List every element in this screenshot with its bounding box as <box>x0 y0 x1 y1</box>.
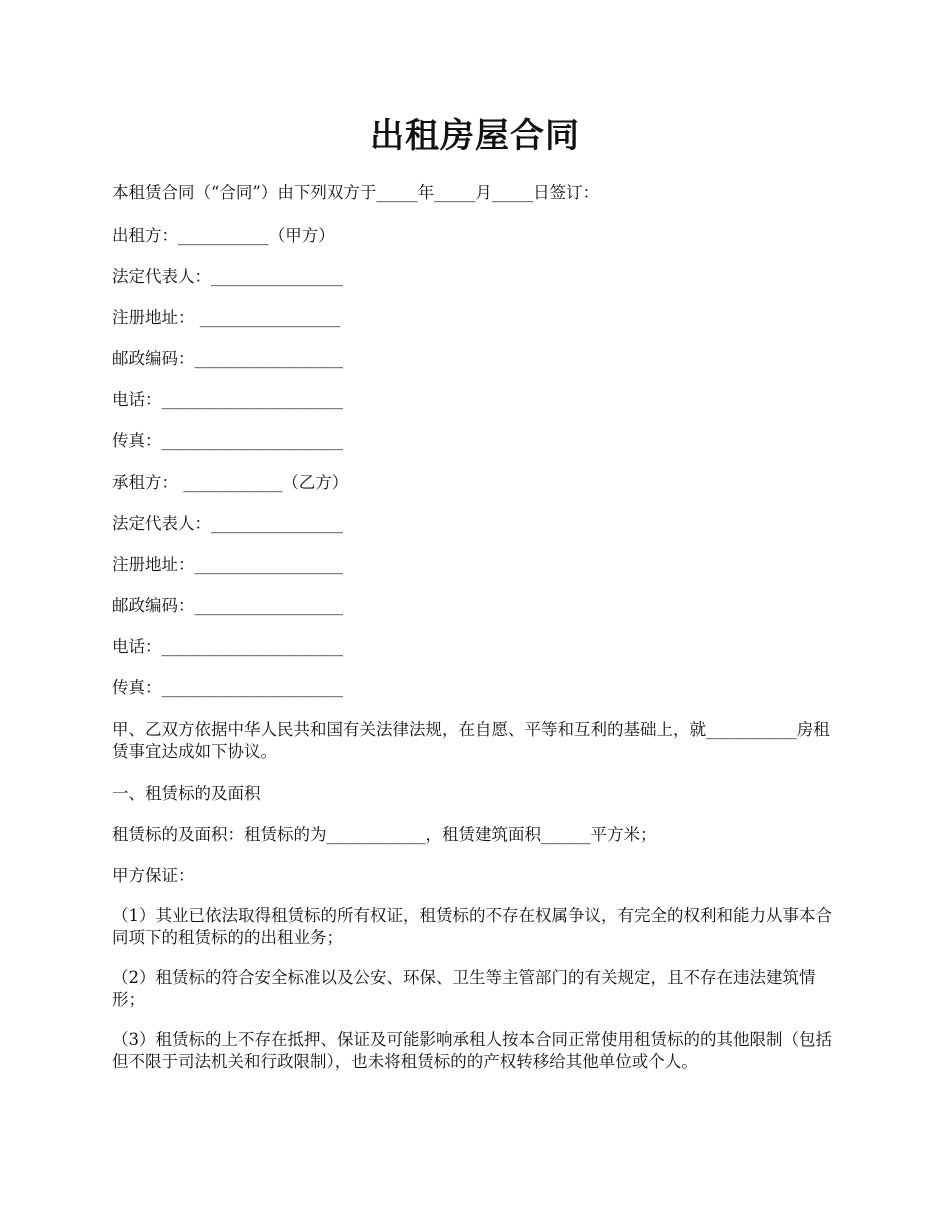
lessee-fax-line: 传真：______________________ <box>112 678 343 697</box>
lessee-phone-line: 电话：______________________ <box>112 637 343 656</box>
page-title: 出租房屋合同 <box>370 116 580 156</box>
lessor-line: 出租方：___________（甲方） <box>112 226 335 245</box>
lessee-address-line: 注册地址：__________________ <box>112 555 343 574</box>
guarantee-heading: 甲方保证： <box>112 866 195 885</box>
lessor-legal-rep-line: 法定代表人：________________ <box>112 267 343 286</box>
lessor-postcode-line: 邮政编码：__________________ <box>112 349 343 368</box>
contract-intro: 本租赁合同（“合同”）由下列双方于_____年_____月_____日签订： <box>112 183 600 202</box>
agreement-paragraph: 甲、乙双方依据中华人民共和国有关法律法规，在自愿、平等和互利的基础上，就___________房租赁事宜达成如下协议。 <box>112 720 830 761</box>
section-heading: 一、租赁标的及面积 <box>112 784 261 803</box>
lessor-fax-line: 传真：______________________ <box>112 431 343 450</box>
lessee-legal-rep-line: 法定代表人：________________ <box>112 514 343 533</box>
lessor-address-line: 注册地址： _________________ <box>112 308 340 327</box>
lessee-line: 承租方： ____________（乙方） <box>112 473 349 492</box>
lessee-postcode-line: 邮政编码：__________________ <box>112 596 343 615</box>
clause-3: （3）租赁标的上不存在抵押、保证及可能影响承租人按本合同正常使用租赁标的的其他限制（包括但不限于司法机关和行政限制），也未将租赁标的的产权转移给其他单位或个人。 <box>112 1030 832 1071</box>
lease-object-paragraph: 租赁标的及面积：租赁标的为____________，租赁建筑面积______平方米； <box>112 825 657 844</box>
clause-1: （1）其业已依法取得租赁标的所有权证，租赁标的不存在权属争议，有完全的权利和能力从事本合同项下的租赁标的的出租业务； <box>112 906 832 947</box>
clause-2: （2）租赁标的符合安全标准以及公安、环保、卫生等主管部门的有关规定，且不存在违法建筑情形； <box>112 968 816 1009</box>
lessor-phone-line: 电话：______________________ <box>112 390 343 409</box>
